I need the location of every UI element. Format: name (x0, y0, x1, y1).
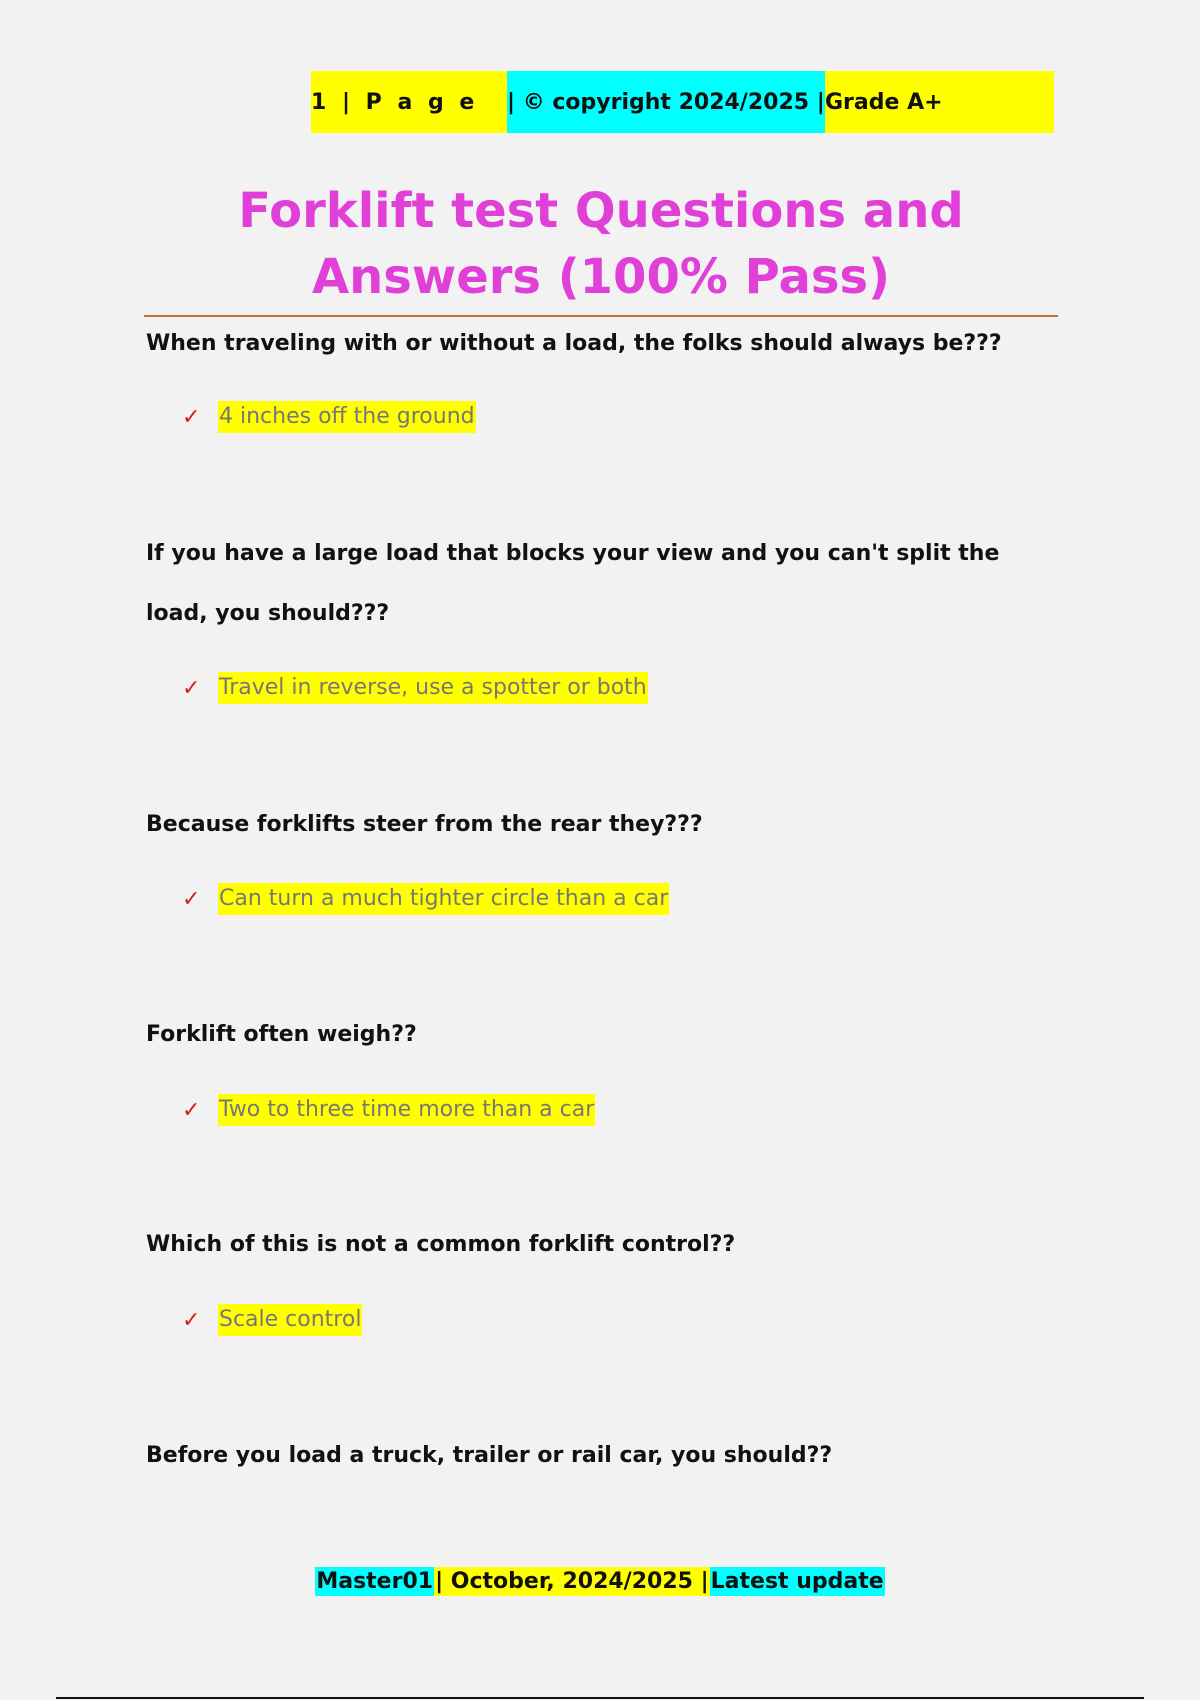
document-title: Forklift test Questions and Answers (100% Pass) (238, 183, 964, 305)
footer-author: Master01 (316, 1569, 434, 1594)
page-number: 1 | P a g e (311, 71, 507, 133)
question-1: When traveling with or without a load, the folks should always be??? (146, 331, 1002, 356)
answer-text: Scale control (218, 1304, 362, 1336)
copyright-label: | © copyright 2024/2025 | (507, 71, 825, 133)
page-footer (0, 1567, 1200, 1596)
answer-text: Two to three time more than a car (218, 1094, 595, 1126)
checkmark-icon: ✓ (182, 1307, 201, 1333)
checkmark-icon: ✓ (182, 886, 201, 912)
question-6: Before you load a truck, trailer or rail car, you should?? (146, 1443, 833, 1468)
checkmark-icon: ✓ (182, 404, 201, 430)
question-3: Because forklifts steer from the rear they??? (146, 812, 703, 837)
answer-5 (182, 1304, 362, 1336)
question-4: Forklift often weigh?? (146, 1022, 417, 1047)
answer-text: 4 inches off the ground (218, 401, 476, 433)
answer-text: Can turn a much tighter circle than a car (218, 883, 669, 915)
answer-4 (182, 1094, 595, 1126)
checkmark-icon: ✓ (182, 1097, 201, 1123)
answer-1 (182, 401, 476, 433)
question-2: If you have a large load that blocks your view and you can't split the load, you should??? (146, 541, 1000, 626)
answer-2 (182, 672, 648, 704)
grade-label: Grade A+ (825, 71, 1054, 133)
checkmark-icon: ✓ (182, 675, 201, 701)
answer-text: Travel in reverse, use a spotter or both (218, 672, 648, 704)
page-header (311, 71, 1054, 133)
footer-date: | October, 2024/2025 | (435, 1569, 709, 1594)
answer-3 (182, 883, 669, 915)
bottom-divider (56, 1697, 1144, 1699)
question-5: Which of this is not a common forklift control?? (146, 1232, 736, 1257)
footer-update: Latest update (710, 1569, 884, 1594)
